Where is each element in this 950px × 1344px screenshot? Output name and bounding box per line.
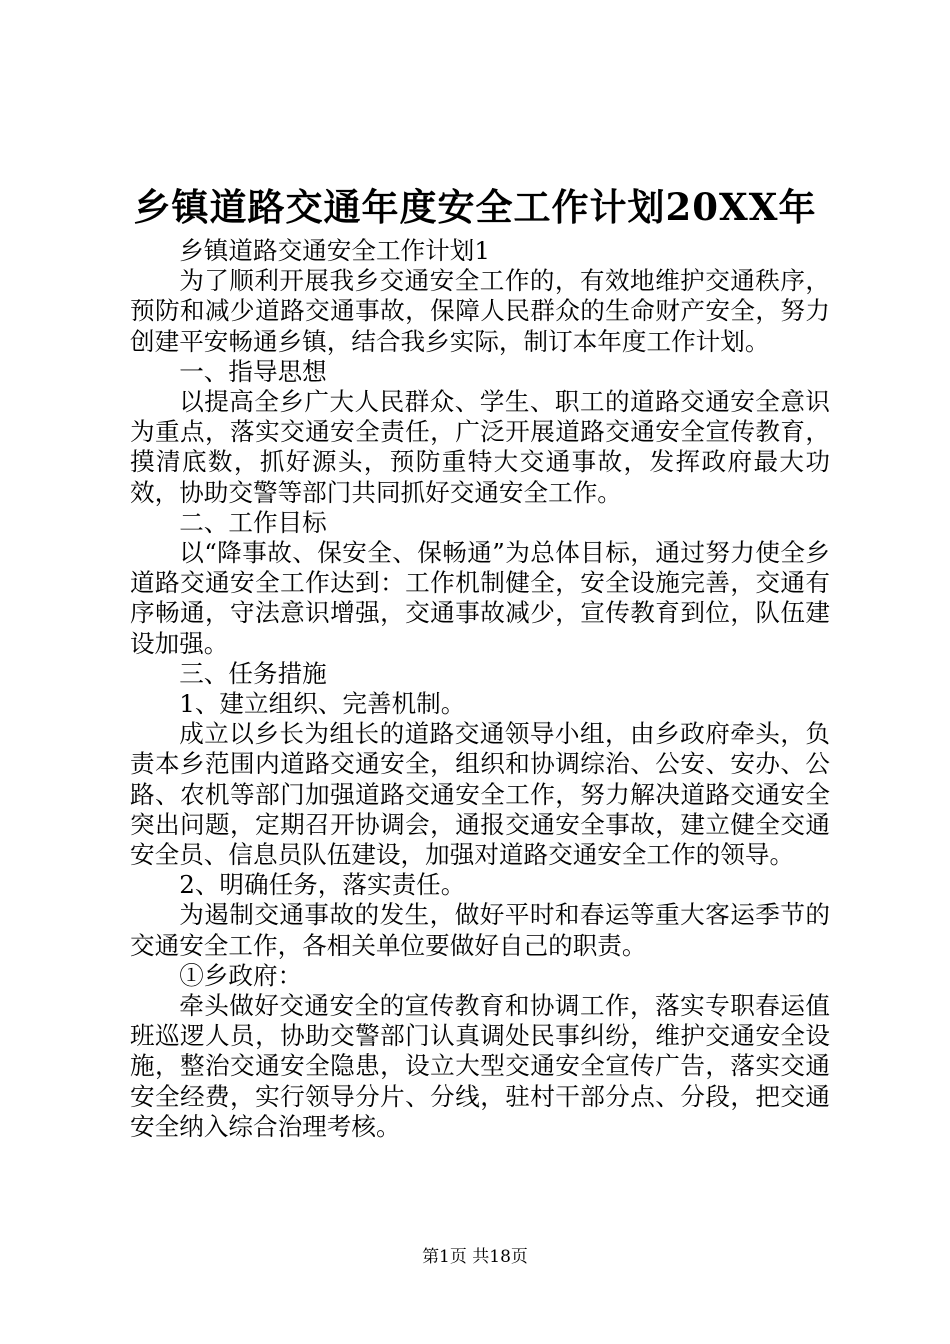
task-2-paragraph: 为遏制交通事故的发生，做好平时和春运等重大客运季节的交通安全工作，各相关单位要做好自己的职责。: [130, 900, 830, 960]
task-heading-2: 2、明确任务，落实责任。: [179, 870, 466, 900]
document-body: [130, 236, 830, 1142]
task-heading-1: 1、建立组织、完善机制。: [179, 689, 466, 719]
township-government-heading: ①乡政府：: [179, 960, 303, 990]
page-number-footer: 第1页 共18页: [422, 1247, 528, 1267]
task-1-paragraph: 成立以乡长为组长的道路交通领导小组，由乡政府牵头，负责本乡范围内道路交通安全，组织和协调综治、公安、安办、公路、农机等部门加强道路交通安全工作，努力解决道路交通安全突出问题，定期召开协调会，通报交通安全事故，建立健全交通安全员、信息员队伍建设，加强对道路交通安全工作的领导。: [130, 719, 830, 870]
section-heading-tasks: 三、任务措施: [179, 658, 327, 688]
township-government-paragraph: 牵头做好交通安全的宣传教育和协调工作，落实专职春运值班巡逻人员，协助交警部门认真调处民事纠纷，维护交通安全设施，整治交通安全隐患，设立大型交通安全宣传广告，落实交通安全经费，实行领导分片、分线，驻村干部分点、分段，把交通安全纳入综合治理考核。: [130, 991, 830, 1141]
section-subtitle: 乡镇道路交通安全工作计划1: [179, 236, 490, 265]
guiding-thought-paragraph: 以提高全乡广大人民群众、学生、职工的道路交通安全意识为重点，落实交通安全责任，广泛开展道路交通安全宣传教育，摸清底数，抓好源头，预防重特大交通事故，发挥政府最大功效，协助交警等部门共同抓好交通安全工作。: [130, 387, 830, 507]
section-heading-work-goals: 二、工作目标: [179, 507, 327, 537]
work-goals-paragraph: 以“降事故、保安全、保畅通”为总体目标，通过努力使全乡道路交通安全工作达到：工作机制健全，安全设施完善，交通有序畅通，守法意识增强，交通事故减少，宣传教育到位，队伍建设加强。: [130, 538, 830, 658]
document-title: 乡镇道路交通年度安全工作计划20XX年: [133, 185, 817, 229]
intro-paragraph: 为了顺利开展我乡交通安全工作的，有效地维护交通秩序，预防和减少道路交通事故，保障人民群众的生命财产安全，努力创建平安畅通乡镇，结合我乡实际，制订本年度工作计划。: [130, 266, 830, 356]
section-heading-guiding-thought: 一、指导思想: [179, 356, 327, 386]
